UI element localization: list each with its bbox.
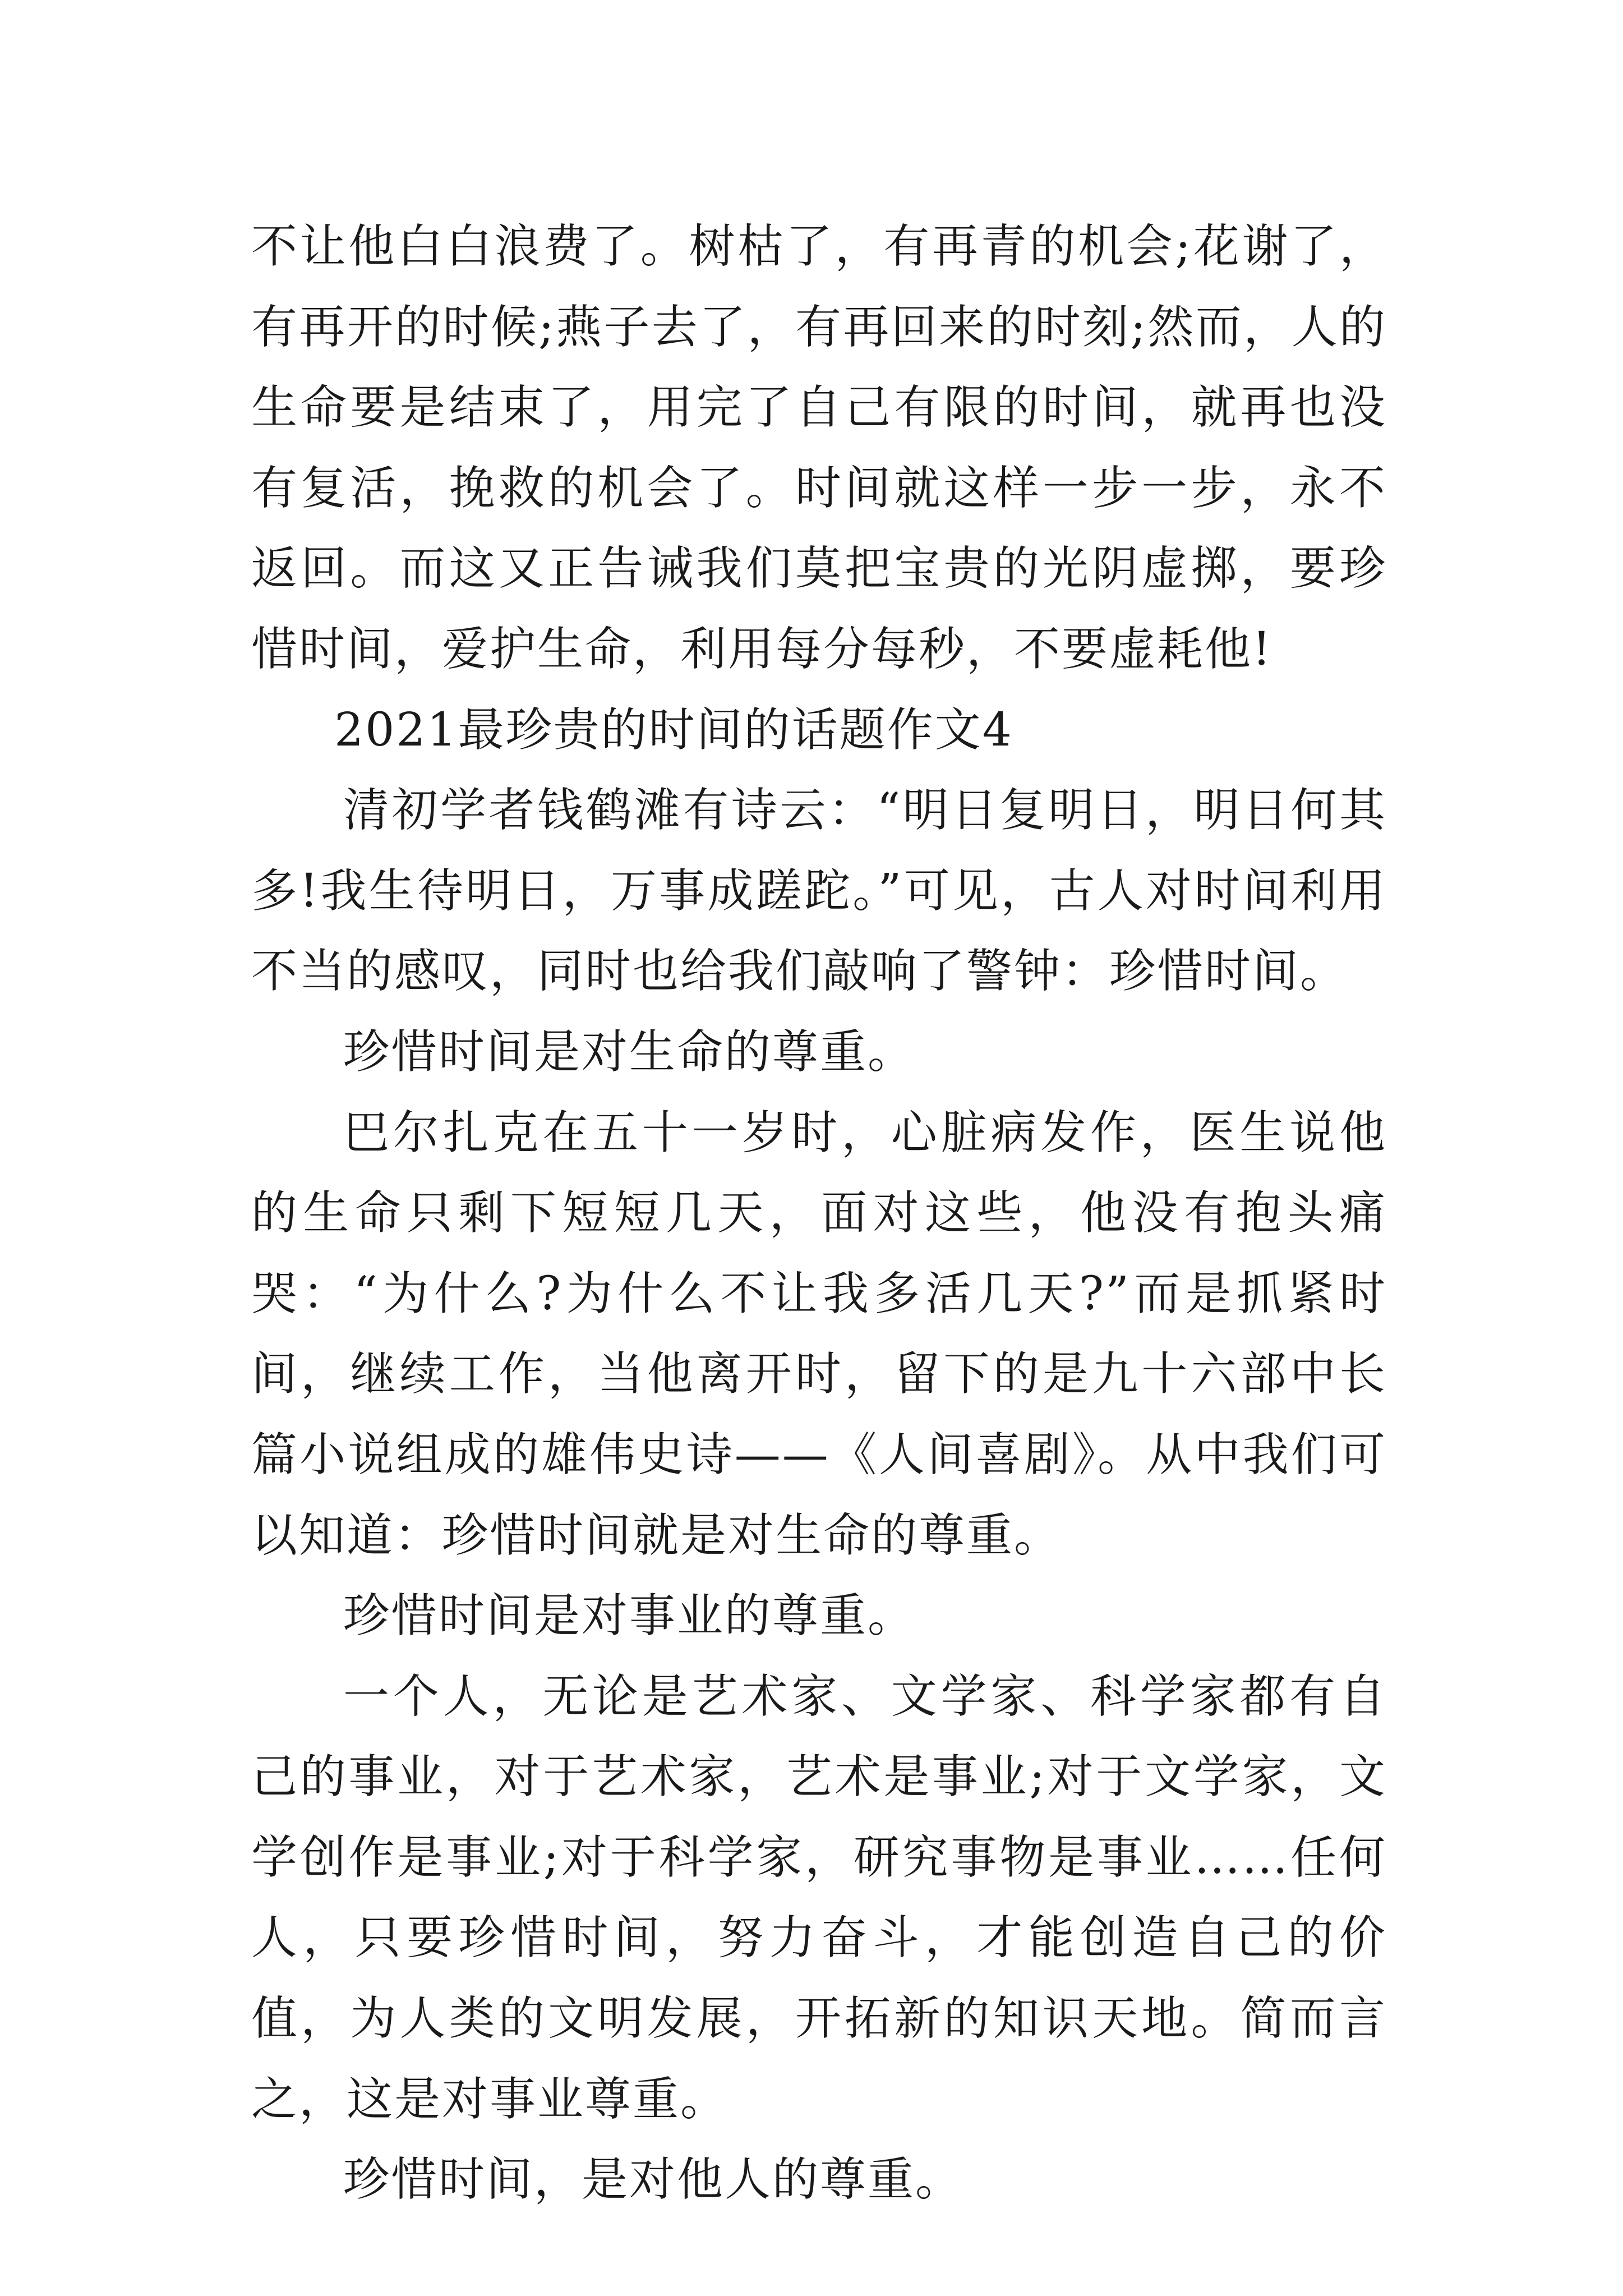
paragraph: 清初学者钱鹤滩有诗云：“明日复明日，明日何其多!我生待明日，万事成蹉跎。”可见，古人对时间利用不当的感叹，同时也给我们敲响了警钟：珍惜时间。 <box>251 784 1387 999</box>
paragraph-continuation: 不让他白白浪费了。树枯了，有再青的机会;花谢了，有再开的时候;燕子去了，有再回来的时刻;然而，人的生命要是结束了，用完了自己有限的时间，就再也没有复活，挽救的机会了。时间就这样一步一步，永不返回。而这又正告诫我们莫把宝贵的光阴虚掷，要珍惜时间，爱护生命，利用每分每秒，不要虚耗他! <box>251 220 1387 676</box>
paragraph: 一个人，无论是艺术家、文学家、科学家都有自己的事业，对于艺术家，艺术是事业;对于文学家，文学创作是事业;对于科学家，研究事物是事业……任何人，只要珍惜时间，努力奋斗，才能创造自己的价值，为人类的文明发展，开拓新的知识天地。简而言之，这是对事业尊重。 <box>251 1669 1387 2126</box>
paragraph: 珍惜时间是对生命的尊重。 <box>343 1025 916 1079</box>
paragraph: 巴尔扎克在五十一岁时，心脏病发作，医生说他的生命只剩下短短几天，面对这些，他没有抱头痛哭：“为什么?为什么不让我多活几天?”而是抓紧时间，继续工作，当他离开时，留下的是九十六部中长篇小说组成的雄伟史诗——《人间喜剧》。从中我们可以知道：珍惜时间就是对生命的尊重。 <box>251 1106 1387 1562</box>
paragraph: 珍惜时间，是对他人的尊重。 <box>343 2153 963 2207</box>
section-heading: 2021最珍贵的时间的话题作文4 <box>334 703 1013 757</box>
document-body <box>251 206 1387 2220</box>
paragraph: 珍惜时间是对事业的尊重。 <box>343 1589 916 1643</box>
